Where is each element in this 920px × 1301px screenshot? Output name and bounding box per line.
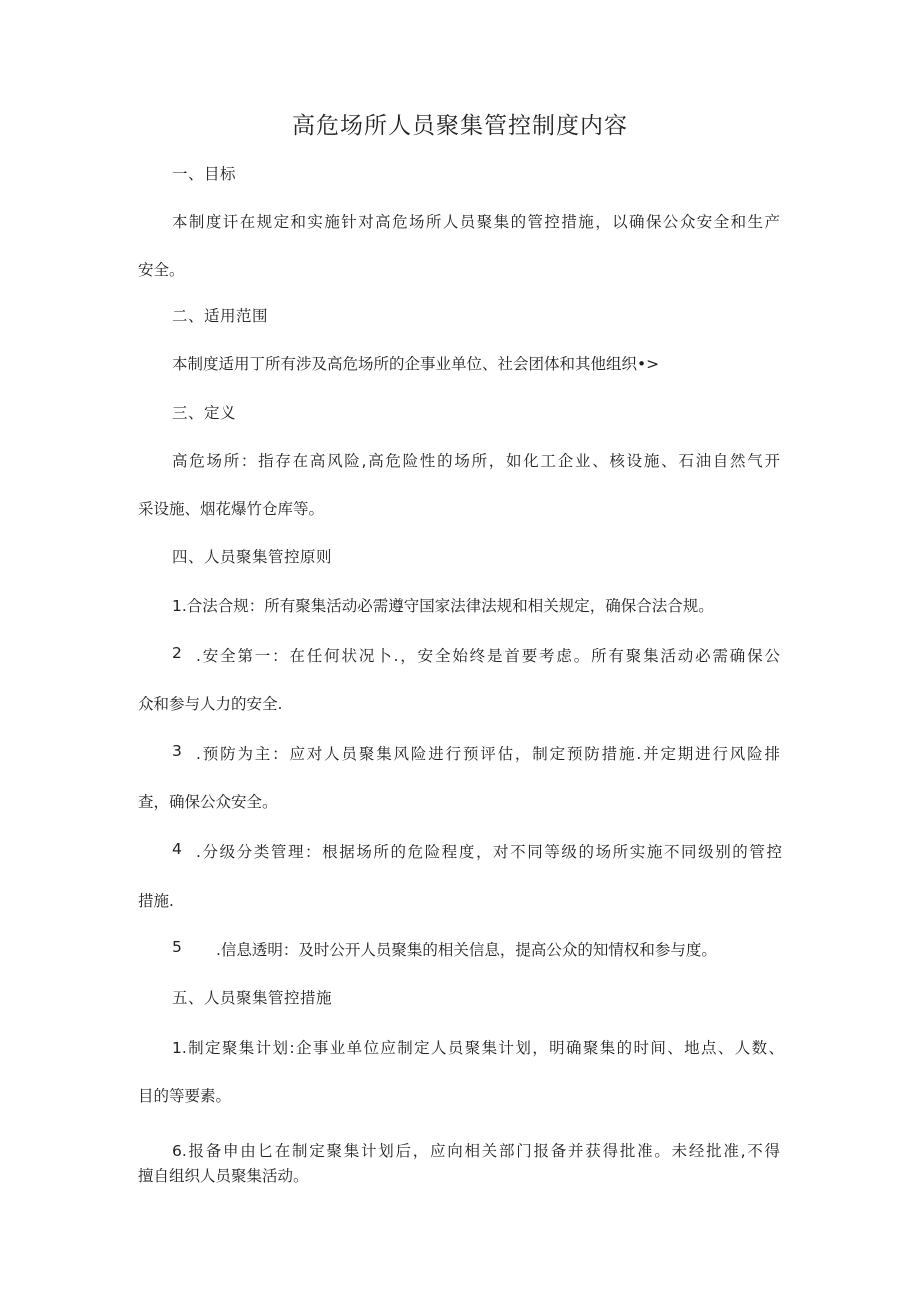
section-heading-measures: 五、人员聚集管控措施: [172, 989, 333, 1007]
principle-5-number: 5: [172, 938, 182, 956]
principle-5-line-1: .信息透明：及时公开人员聚集的相关信息，提高公众的知情权和参与度。: [216, 941, 717, 959]
section-heading-goal: 一、目标: [172, 165, 237, 183]
measure-1-line-2: 目的等要素。: [138, 1087, 232, 1105]
principle-2-number: 2: [172, 644, 182, 662]
measure-1-line-1: 1.制定聚集计划:企事业单位应制定人员聚集计划，明确聚集的时间、地点、人数、: [172, 1039, 784, 1057]
section-heading-principles: 四、人员聚集管控原则: [172, 548, 333, 566]
measure-6-line-1: 6.报备申由匕在制定聚集计划后，应向相关部门报备并获得批准。未经批准,不得: [172, 1142, 780, 1160]
paragraph-scope: 本制度适用丁所有涉及高危场所的企事业单位、社会团体和其他组织•>: [172, 355, 660, 373]
paragraph-goal-line-1: 本制度讦在规定和实施针对高危场所人员聚集的管控措施，以确保公众安全和生产: [172, 213, 780, 231]
principle-4-line-1: .分级分类管理：根据场所的危险程度，对不同等级的场所实施不同级别的管控: [196, 843, 782, 861]
principle-1: 1.合法合规：所有聚集活动必需遵守国家法律法规和相关规定，确保合法合规。: [172, 597, 714, 615]
principle-4-number: 4: [172, 840, 182, 858]
measure-6-line-2: 擅自组织人员聚集活动。: [138, 1167, 309, 1185]
principle-2-line-2: 众和参与人力的安全.: [138, 695, 283, 713]
paragraph-goal-line-2: 安全。: [138, 261, 185, 279]
paragraph-definition-line-2: 采设施、烟花爆竹仓库等。: [138, 500, 325, 518]
principle-3-line-2: 查，确保公众安全。: [138, 793, 278, 811]
principle-4-line-2: 措施.: [138, 892, 174, 910]
document-title: 高危场所人员聚集管控制度内容: [292, 113, 628, 139]
principle-3-number: 3: [172, 742, 182, 760]
paragraph-definition-line-1: 高危场所：指存在高风险,高危险性的场所，如化工企业、核设施、石油自然气开: [172, 452, 780, 470]
principle-2-line-1: .安全第一：在任何状况卜.，安全始终是首要考虑。所有聚集活动必需确保公: [196, 647, 780, 665]
section-heading-definition: 三、定义: [172, 404, 237, 422]
principle-3-line-1: .预防为主：应对人员聚集风险进行预评估，制定预防措施.并定期进行风险排: [196, 745, 780, 763]
section-heading-scope: 二、适用范围: [172, 307, 269, 325]
